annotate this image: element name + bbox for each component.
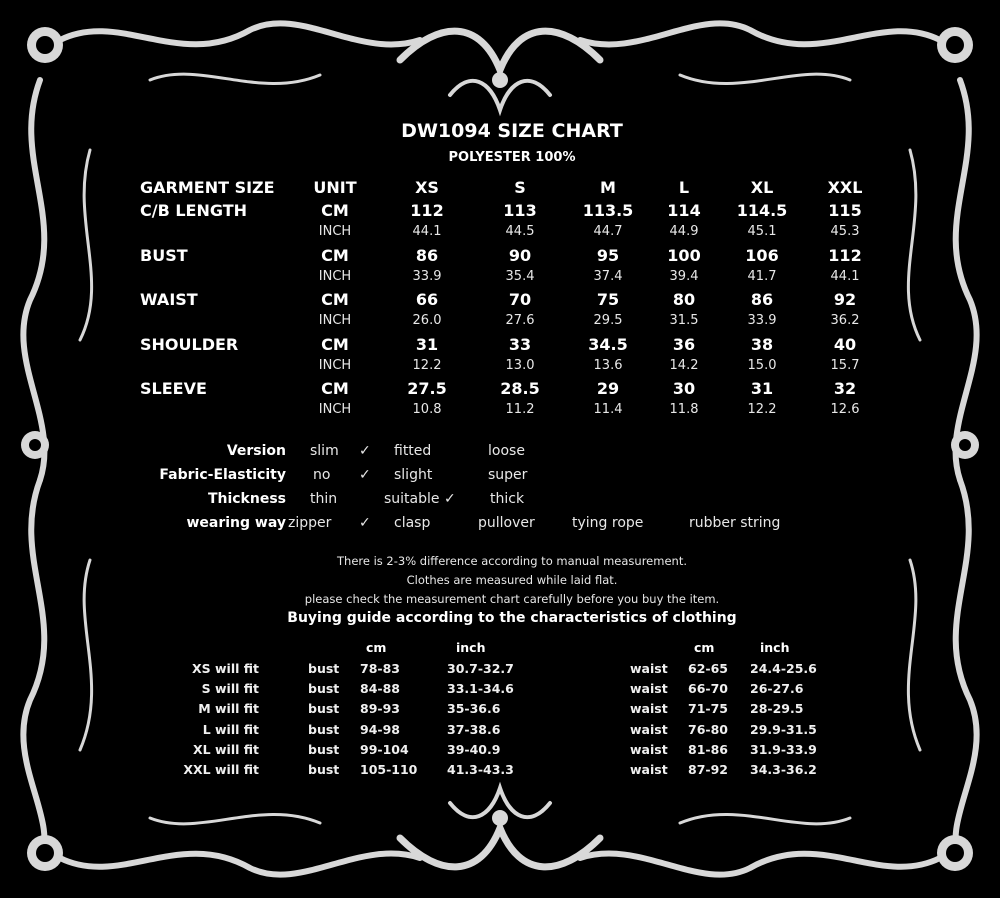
guide-cm-range: 99-104 bbox=[360, 741, 409, 757]
measurement-label: BUST bbox=[140, 245, 188, 265]
value-inch: 33.9 bbox=[412, 268, 442, 284]
value-inch: 10.8 bbox=[412, 402, 442, 417]
value-cm: 90 bbox=[508, 245, 532, 265]
value-inch: 37.4 bbox=[593, 268, 623, 284]
value-inch: 13.6 bbox=[593, 357, 623, 373]
chart-subtitle: POLYESTER 100% bbox=[448, 150, 576, 165]
guide-inch-range: 28-29.5 bbox=[750, 701, 804, 717]
guide-part: bust bbox=[308, 741, 340, 757]
guide-inch-range: 24.4-25.6 bbox=[750, 661, 817, 676]
guide-part: bust bbox=[308, 681, 340, 697]
note-line: There is 2-3% difference according to manual measurement. bbox=[337, 554, 687, 568]
unit-inch: INCH bbox=[318, 313, 352, 328]
attribute-option: tying rope bbox=[572, 515, 644, 531]
guide-cm-range: 81-86 bbox=[688, 741, 728, 757]
guide-inch-range: 34.3-36.2 bbox=[750, 762, 817, 777]
value-cm: 112 bbox=[828, 245, 862, 265]
attribute-option: suitable ✓ bbox=[384, 491, 456, 507]
value-inch: 26.0 bbox=[412, 313, 442, 328]
value-inch: 44.7 bbox=[593, 224, 623, 239]
value-inch: 12.2 bbox=[747, 402, 777, 417]
guide-inch-range: 30.7-32.7 bbox=[447, 661, 514, 676]
value-inch: 12.6 bbox=[830, 402, 860, 417]
size-header: XS bbox=[415, 178, 439, 197]
value-cm: 30 bbox=[672, 379, 696, 398]
value-inch: 36.2 bbox=[830, 313, 860, 328]
value-inch: 44.5 bbox=[505, 224, 535, 239]
value-cm: 34.5 bbox=[588, 334, 628, 354]
value-cm: 95 bbox=[596, 245, 620, 265]
attribute-option: slight bbox=[394, 467, 433, 483]
guide-inch-range: 39-40.9 bbox=[447, 741, 501, 757]
value-inch: 44.1 bbox=[412, 224, 442, 239]
value-cm: 38 bbox=[750, 334, 774, 354]
value-cm: 86 bbox=[415, 245, 439, 265]
guide-part: bust bbox=[308, 721, 340, 737]
attribute-option: super bbox=[488, 467, 528, 483]
value-inch: 12.2 bbox=[412, 357, 442, 373]
value-cm: 113 bbox=[503, 201, 537, 220]
attribute-option: fitted bbox=[394, 443, 432, 459]
value-inch: 44.9 bbox=[669, 224, 699, 239]
guide-cm-header: cm bbox=[694, 640, 715, 655]
guide-fit-label: L will fit bbox=[202, 721, 259, 737]
guide-cm-range: 105-110 bbox=[360, 762, 418, 777]
guide-inch-range: 35-36.6 bbox=[447, 701, 501, 717]
value-inch: 13.0 bbox=[505, 357, 535, 373]
guide-cm-header: cm bbox=[366, 640, 387, 655]
value-cm: 33 bbox=[508, 334, 532, 354]
attribute-option: rubber string bbox=[689, 515, 781, 531]
value-cm: 31 bbox=[415, 334, 439, 354]
unit-header: UNIT bbox=[313, 178, 357, 197]
attribute-option: slim bbox=[310, 443, 339, 459]
guide-cm-range: 78-83 bbox=[360, 661, 400, 676]
value-cm: 100 bbox=[667, 245, 701, 265]
note-line: Clothes are measured while laid flat. bbox=[406, 573, 618, 587]
guide-inch-header: inch bbox=[760, 640, 790, 655]
value-cm: 28.5 bbox=[500, 379, 540, 398]
unit-inch: INCH bbox=[318, 224, 352, 239]
size-header: S bbox=[514, 178, 526, 197]
unit-cm: CM bbox=[321, 290, 349, 309]
attribute-label: Thickness bbox=[207, 491, 286, 507]
guide-fit-label: XL will fit bbox=[193, 741, 259, 757]
attribute-option: zipper bbox=[288, 515, 332, 531]
attribute-option: clasp bbox=[394, 515, 431, 531]
value-cm: 66 bbox=[415, 290, 439, 309]
measurement-label: SLEEVE bbox=[140, 379, 207, 398]
guide-cm-range: 87-92 bbox=[688, 762, 728, 777]
value-inch: 15.7 bbox=[830, 357, 860, 373]
guide-inch-range: 29.9-31.5 bbox=[750, 721, 817, 737]
guide-part: waist bbox=[630, 701, 668, 717]
measurement-label: C/B LENGTH bbox=[140, 201, 248, 220]
guide-fit-label: XS will fit bbox=[192, 661, 259, 676]
value-cm: 92 bbox=[833, 290, 857, 309]
garment-size-header: GARMENT SIZE bbox=[140, 178, 275, 197]
guide-part: bust bbox=[308, 661, 340, 676]
value-inch: 35.4 bbox=[505, 268, 535, 284]
attribute-option: no bbox=[313, 467, 331, 483]
guide-part: waist bbox=[630, 681, 668, 697]
size-header: M bbox=[600, 178, 616, 197]
measurement-label: SHOULDER bbox=[140, 334, 239, 354]
guide-fit-label: XXL will fit bbox=[183, 762, 259, 777]
value-cm: 114 bbox=[667, 201, 701, 220]
guide-cm-range: 66-70 bbox=[688, 681, 728, 697]
guide-cm-range: 71-75 bbox=[688, 701, 728, 717]
guide-fit-label: M will fit bbox=[198, 701, 259, 717]
value-inch: 33.9 bbox=[747, 313, 777, 328]
unit-inch: INCH bbox=[318, 268, 352, 284]
value-cm: 86 bbox=[750, 290, 774, 309]
guide-inch-range: 31.9-33.9 bbox=[750, 741, 817, 757]
value-inch: 27.6 bbox=[505, 313, 535, 328]
measurement-label: WAIST bbox=[140, 290, 198, 309]
size-header: XXL bbox=[827, 178, 863, 197]
check-icon: ✓ bbox=[359, 515, 371, 531]
value-cm: 106 bbox=[745, 245, 779, 265]
value-cm: 70 bbox=[508, 290, 532, 309]
note-line: please check the measurement chart carefully before you buy the item. bbox=[304, 592, 720, 606]
value-cm: 27.5 bbox=[407, 379, 447, 398]
unit-inch: INCH bbox=[318, 357, 352, 373]
chart-title: DW1094 SIZE CHART bbox=[401, 120, 623, 142]
guide-part: waist bbox=[630, 661, 668, 676]
guide-part: waist bbox=[630, 762, 668, 777]
value-cm: 115 bbox=[828, 201, 862, 220]
guide-part: waist bbox=[630, 721, 668, 737]
guide-inch-range: 26-27.6 bbox=[750, 681, 804, 697]
unit-inch: INCH bbox=[318, 402, 352, 417]
value-inch: 11.2 bbox=[505, 402, 535, 417]
guide-part: bust bbox=[308, 701, 340, 717]
attribute-option: thick bbox=[490, 491, 525, 507]
guide-cm-range: 76-80 bbox=[688, 721, 728, 737]
value-inch: 45.3 bbox=[830, 224, 860, 239]
attribute-option: thin bbox=[310, 491, 338, 507]
value-cm: 112 bbox=[410, 201, 444, 220]
unit-cm: CM bbox=[321, 201, 349, 220]
buying-guide-title: Buying guide according to the characteristics of clothing bbox=[287, 610, 737, 626]
value-inch: 39.4 bbox=[669, 268, 699, 284]
guide-cm-range: 62-65 bbox=[688, 661, 728, 676]
guide-cm-range: 84-88 bbox=[360, 681, 400, 697]
check-icon: ✓ bbox=[359, 443, 371, 459]
value-cm: 36 bbox=[672, 334, 696, 354]
value-inch: 31.5 bbox=[669, 313, 699, 328]
value-inch: 44.1 bbox=[830, 268, 860, 284]
guide-inch-range: 33.1-34.6 bbox=[447, 681, 514, 697]
value-cm: 40 bbox=[833, 334, 857, 354]
value-inch: 45.1 bbox=[747, 224, 777, 239]
value-inch: 11.8 bbox=[669, 402, 699, 417]
attribute-label: Fabric-Elasticity bbox=[159, 467, 286, 483]
guide-cm-range: 94-98 bbox=[360, 721, 400, 737]
value-inch: 14.2 bbox=[669, 357, 699, 373]
guide-inch-range: 41.3-43.3 bbox=[447, 762, 514, 777]
value-inch: 41.7 bbox=[747, 268, 777, 284]
attribute-option: pullover bbox=[478, 515, 535, 531]
guide-inch-range: 37-38.6 bbox=[447, 721, 501, 737]
check-icon: ✓ bbox=[359, 467, 371, 483]
guide-fit-label: S will fit bbox=[201, 681, 259, 697]
value-cm: 29 bbox=[596, 379, 620, 398]
value-cm: 31 bbox=[750, 379, 774, 398]
value-inch: 15.0 bbox=[747, 357, 777, 373]
guide-part: bust bbox=[308, 762, 340, 777]
size-header: L bbox=[678, 178, 690, 197]
attribute-label: wearing way bbox=[186, 515, 286, 531]
value-cm: 80 bbox=[672, 290, 696, 309]
attribute-label: Version bbox=[226, 443, 286, 459]
unit-cm: CM bbox=[321, 245, 349, 265]
value-inch: 11.4 bbox=[593, 402, 623, 417]
attribute-option: loose bbox=[488, 443, 525, 459]
guide-cm-range: 89-93 bbox=[360, 701, 400, 717]
unit-cm: CM bbox=[321, 334, 349, 354]
value-cm: 75 bbox=[596, 290, 620, 309]
value-cm: 32 bbox=[833, 379, 857, 398]
size-header: XL bbox=[750, 178, 774, 197]
value-inch: 29.5 bbox=[593, 313, 623, 328]
guide-part: waist bbox=[630, 741, 668, 757]
value-cm: 114.5 bbox=[736, 201, 788, 220]
unit-cm: CM bbox=[321, 379, 349, 398]
value-cm: 113.5 bbox=[582, 201, 634, 220]
guide-inch-header: inch bbox=[456, 640, 486, 655]
